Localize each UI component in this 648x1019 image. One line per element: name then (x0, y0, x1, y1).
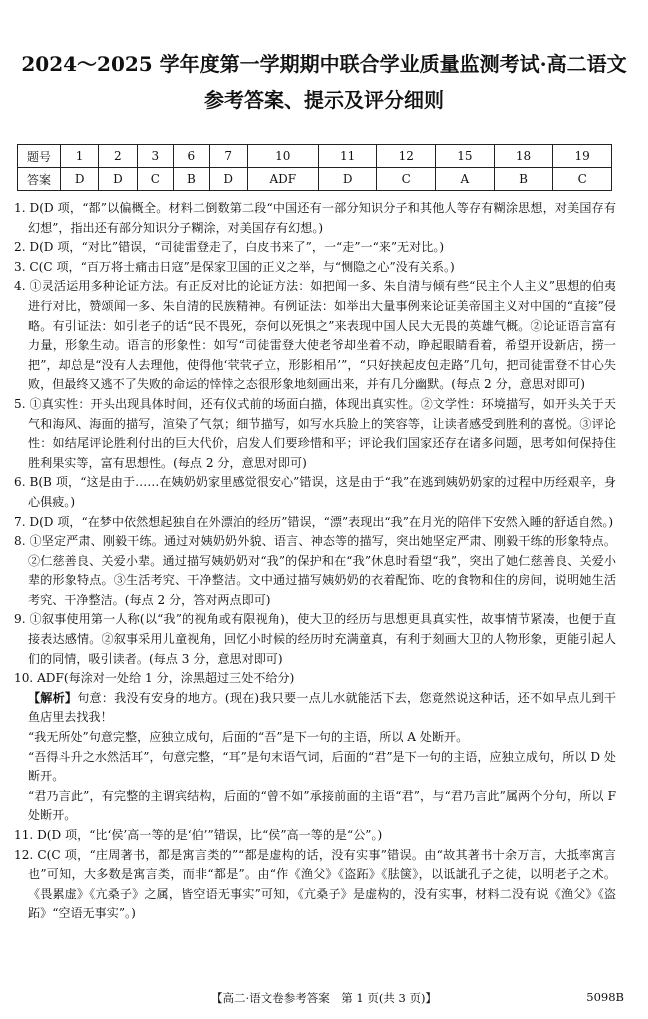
question-number: 7 (209, 145, 247, 168)
answer-cell: B (494, 168, 553, 191)
answer-item-11: 11. D(D 项，“比‘侯’高一等的是‘伯’”错误，比“侯”高一等的是“公”。) (14, 828, 383, 842)
answer-item-7: 7. D(D 项，“在梦中依然想起独自在外漂泊的经历”错误，“漂”表现出“我”在月光的陪伴下安然入睡的舒适自然。) (14, 514, 614, 529)
answer-item-8: 8. ①坚定严肃、刚毅干练。通过对姨奶奶外貌、语言、神态等的描写，突出她坚定严肃、刚毅干练的形象特点。②仁慈善良、关爱小辈。通过描写姨奶奶对“我”的保护和在“我”休息时看望“我”，突出了她仁慈善良、关爱小辈的形象特点。③生活考究、干净整洁。文中通过描写姨奶奶的衣着配饰、吃的食物和住的房间，说明她生活考究、干净整洁。(每点 2 分，答对两点即可) (14, 534, 616, 607)
answer-item-2: 2. D(D 项，“对比”错误，“司徒雷登走了，白皮书来了”，一“走”一“来”无对比。) (14, 240, 445, 255)
answer-cell: D (99, 168, 137, 191)
answer-item-4: 4. ①灵活运用多种论证方法。有正反对比的论证方法：如把闻一多、朱自清与倾有些“民主个人主义”思想的伯夷进行对比，赞颂闻一多、朱自清的民族精神。有例证法：如举出大量事例来论证美帝国主义对中国的“直接”侵略。有引证法：如引老子的话“民不畏死，奈何以死惧之”来表现中国人民大无畏的英雄气概。②论证语言富有力量，形象生动。语言的形象性：如写“司徒雷登大使老爷却坐着不动，睁起眼睛看着，希望开设新店，捞一把”，却总是“没有人去理他，使得他‘茕茕孑立，形影相吊’”，“只好挟起皮包走路”几句，把司徒雷登不甘心失败，但最终又逃不了失败的命运的悻悻之态很形象地刻画出来，并有几分幽默。(每点 2 分，意思对即可) (14, 279, 616, 392)
answer-cell: D (61, 168, 99, 191)
answer-cell: C (553, 168, 612, 191)
analysis-line: “君乃言此”，有完整的主谓宾结构，后面的“曾不如”承接前面的主语“君”，与“君乃言此”属两个分句，所以 F 处断开。 (28, 788, 616, 823)
page-title: 2024～2025 学年度第一学期期中联合学业质量监测考试·高二语文 (21, 52, 627, 76)
answer-cell: D (209, 168, 247, 191)
answers-body (14, 199, 616, 924)
answer-cell: ADF (247, 168, 318, 191)
question-number: 19 (553, 145, 612, 168)
answer-item-1: 1. D(D 项，“都”以偏概全。材料二倒数第二段“中国还有一部分知识分子和其他人等存有糊涂思想，对美国存有幻想”，指出还有部分知识分子糊涂，对美国存有幻想。) (14, 201, 616, 235)
question-number: 1 (61, 145, 99, 168)
analysis-line: “吾得斗升之水然活耳”，句意完整，“耳”是句末语气词，后面的“君”是下一句的主语，应独立成句，所以 D 处断开。 (28, 749, 616, 784)
answer-item-6: 6. B(B 项，“这是由于……在姨奶奶家里感觉很安心”错误，这是由于“我”在逃到姨奶奶家的过程中历经艰辛，身心俱疲。) (14, 475, 616, 509)
answer-cell: A (436, 168, 495, 191)
answer-row (18, 168, 612, 191)
question-number-row (18, 145, 612, 168)
analysis-line: 句意：我没有安身的地方。(现在)我只要一点儿水就能活下去，您竟然说这种话，还不如早点儿到干鱼店里去找我！ (28, 690, 616, 725)
question-number: 6 (174, 145, 209, 168)
analysis-line: “我无所处”句意完整，应独立成句，后面的“吾”是下一句的主语，所以 A 处断开。 (28, 730, 469, 745)
analysis-label: 【解析】 (28, 690, 78, 705)
question-number: 11 (318, 145, 377, 168)
answer-item-3: 3. C(C 项，“百万将士痛击日寇”是保家卫国的正义之举，与“恻隐之心”没有关系。) (14, 259, 455, 274)
page-subtitle: 参考答案、提示及评分细则 (204, 88, 444, 112)
question-number: 18 (494, 145, 553, 168)
answer-item-12: 12. C(C 项，“庄周著书，都是寓言类的”“都是虚构的话，没有实事”错误。由“故其著书十余万言，大抵率寓言也”可知，大多数是寓言类，而非“都是”。由“作《渔父》《盗跖》《胠箧》，以诋訿孔子之徒，以明老子之术。《畏累虚》《亢桑子》之属，皆空语无事实”可知，《亢桑子》是虚构的，没有实事，材料二没有说《渔父》《盗跖》“空语无事实”。) (14, 847, 616, 921)
question-number: 12 (377, 145, 436, 168)
answer-table (17, 144, 612, 191)
answer-cell: C (137, 168, 174, 191)
row-label-question: 题号 (18, 145, 61, 168)
answer-cell: D (318, 168, 377, 191)
answer-item-10: 10. ADF(每涂对一处给 1 分，涂黑超过三处不给分) (14, 671, 295, 686)
row-label-answer: 答案 (18, 168, 61, 191)
analysis-paragraph (14, 689, 616, 728)
question-number: 2 (99, 145, 137, 168)
answer-cell: B (174, 168, 209, 191)
question-number: 3 (137, 145, 174, 168)
page-footer (0, 990, 648, 1006)
question-number: 10 (247, 145, 318, 168)
question-number: 15 (436, 145, 495, 168)
footer-code: 5098B (586, 990, 624, 1004)
answer-item-9: 9. ①叙事使用第一人称(以“我”的视角或有限视角)，使大卫的经历与思想更具真实性，故事情节紧凑，也便于直接表达感情。②叙事采用儿童视角，回忆小时候的经历时充满童真，有利于刻画大卫的人物形象，更能引起人们的同情，吸引读者。(每点 3 分，意思对即可) (14, 612, 616, 666)
answer-item-5: 5. ①真实性：开头出现具体时间，还有仪式前的场面白描，体现出真实性。②文学性：环境描写，如开头关于天气和海风、海面的描写，渲染了气氛；细节描写，如写水兵脸上的笑容等，让读者感受到胜利的喜悦。③评论性：如结尾评论胜利付出的巨大代价，启发人们要珍惜和平；评论我们国家还存在诸多问题，思考如何保持住胜利果实等，富有思想性。(每点 2 分，意思对即可) (14, 396, 616, 470)
footer-page-info: 【高二·语文卷参考答案 第 1 页(共 3 页)】 (211, 991, 437, 1005)
answer-cell: C (377, 168, 436, 191)
